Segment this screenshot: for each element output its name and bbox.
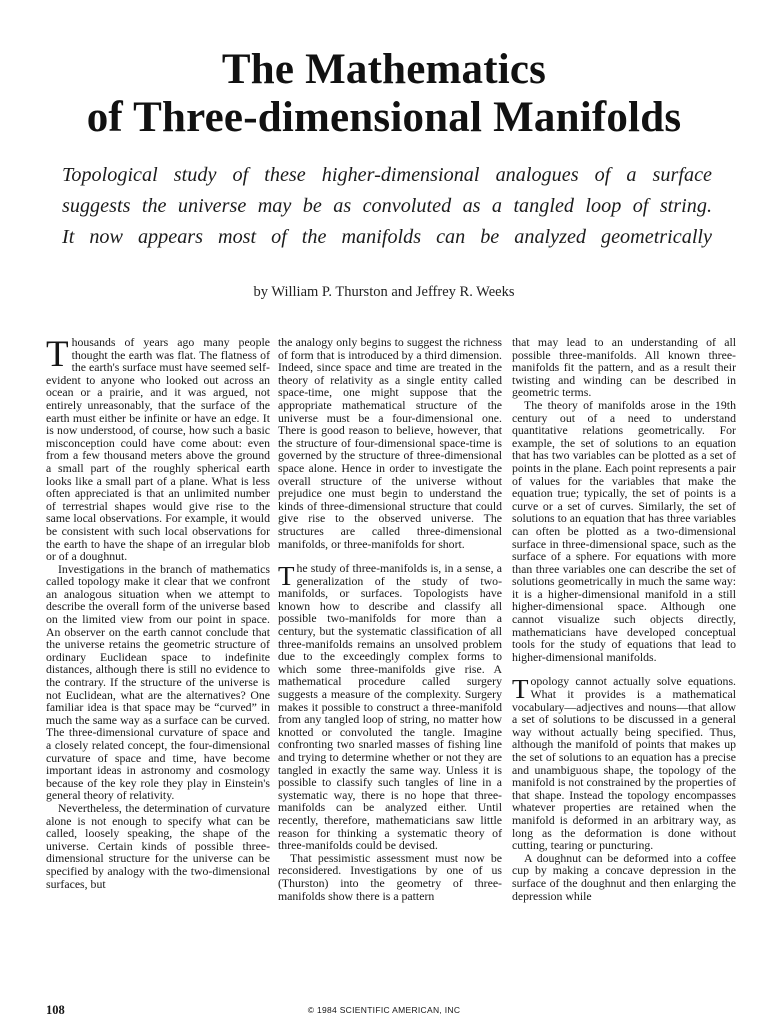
paragraph: that may lead to an understanding of all possible three-manifolds. All known three-manifolds fit the pattern, and as a result their twisting and winding can be described in geometric terms. — [512, 335, 736, 400]
page-number: 108 — [46, 1003, 65, 1017]
drop-cap: T — [46, 334, 69, 375]
paragraph-text: he study of three-manifolds is, in a sense, a generalization of the study of two-manifolds, or surfaces. Topologists have known how to describe and classify all possible two-manifolds for more than a century, but the systematic classification of all three-manifolds remains an unsolved problem due to the exceedingly complex forms to which some three-manifolds give rise. A mathematical procedure called surgery suggests a measure of the complexity. Surgery makes it possible to construct a three-manifold from any tangled loop of string, no matter how knotted or convoluted the tangle. Imagine confronting two snarled masses of fishing line and trying to determine whether or not they are tangled in exactly the same way. Unless it is possible to classify such tangles of line in a systematic way, there is no hope that three-manifolds can be analyzed either. Until recently, therefore, mathematicians saw little reason for thinking a systematic theory of three-manifolds could be devised. — [278, 561, 502, 853]
paragraph — [512, 675, 736, 851]
paragraph: That pessimistic assessment must now be reconsidered. Investigations by one of us (Thurston) into the geometry of three-manifolds show there is a pattern — [278, 850, 502, 903]
title-line-1: The Mathematics — [221, 46, 547, 93]
paragraph-text: housands of years ago many people thought the earth was flat. The flatness of the earth's surface must have seemed self-evident to anyone who looked out across an ocean or a prairie, and it was argued, not entirely unreasonably, that the surface of the earth must either be infinite or have an edge. It is now understood, of course, how such a basic misconception could have come about: even from a few thousand meters above the ground a small part of the roughly spherical earth looks like a small part of a plane. What is less often appreciated is that an unlimited number of terrestrial shapes would give rise to the same local observations. For example, it would be consistent with such local observations for the earth to have the shape of an irregular blob or of a doughnut. — [46, 335, 270, 564]
column-1 — [46, 336, 270, 890]
paragraph: the analogy only begins to suggest the richness of form that is introduced by a third dimension. Indeed, since space and time are treated in the theory of relativity as a single entity called space-time, one might suppose that the appropriate mathematical structure of the universe must be a four-dimensional one. There is good reason to believe, however, that the structure of four-dimensional space-time is governed by the structure of three-dimensional space alone. Hence in order to investigate the overall structure of the universe without prejudice one must begin to understand the kinds of three-dimensional structure that could give rise to the observed universe. The structures are called three-dimensional manifolds, or three-manifolds for short. — [278, 335, 502, 551]
copyright-notice: © 1984 SCIENTIFIC AMERICAN, INC — [307, 1005, 461, 1015]
title-line-2: of Three-dimensional Manifolds — [86, 94, 682, 141]
article-deck — [62, 160, 712, 253]
deck-line-1: Topological study of these higher-dimensional analogues of a surface — [62, 164, 712, 186]
paragraph: Investigations in the branch of mathematics called topology make it clear that we confront an analogous situation when we attempt to describe the overall form of the universe based on the limited view from our point in space. An observer on the earth cannot conclude that the universe retains the geometric structure of ordinary Euclidean space to indefinite distances, although there is still no evidence to the contrary. If the structure of the universe is not Euclidean, what are the alternatives? One familiar idea is that space may be “curved” in much the same way as a surface can be curved. The three-dimensional curvature of space and a closely related concept, the four-dimensional curvature of space and time, have become important ideas in astronomy and cosmology because of the key role they play in Einstein's general theory of relativity. — [46, 561, 270, 803]
paragraph: Nevertheless, the determination of curvature alone is not enough to specify what can be called, loosely speaking, the shape of the universe. Certain kinds of possible three-dimensional structure for the universe can be specified by analogy with the two-dimensional surfaces, but — [46, 800, 270, 891]
drop-cap: T — [278, 561, 295, 592]
column-2 — [278, 336, 502, 902]
paragraph-text: opology cannot actually solve equations. What it provides is a mathematical vocabulary—adjectives and nouns—that allow a set of solutions to be discussed in a general way without actually being specified. Thus, although the manifold of points that makes up the set of solutions to an equation has a precise and unambiguous shape, the topology of the manifold is not constrained by the properties of that shape. Instead the topology encompasses whatever properties are retained when the manifold is deformed in an arbitrary way, as long as the deformation is done without cutting, tearing or puncturing. — [512, 674, 736, 853]
paragraph — [278, 562, 502, 852]
paragraph — [46, 336, 270, 563]
paragraph: A doughnut can be deformed into a coffee cup by making a concave depression in the surface of the doughnut and then enlarging the depression while — [512, 850, 736, 903]
deck-line-2: suggests the universe may be as convoluted as a tangled loop of string. — [62, 195, 712, 217]
deck-line-3: It now appears most of the manifolds can be analyzed geometrically — [62, 226, 712, 248]
paragraph: The theory of manifolds arose in the 19th century out of a need to understand quantitative relations geometrically. For example, the set of solutions to an equation that has two variables can be plotted as a set of points in the plane. Each point represents a pair of values for the variables that make the equation true; typically, the set of points is a curve or a set of curves. Similarly, the set of solutions to an equation that has three variables can often be plotted as a two-dimensional surface in three-dimensional space, such as the surface of a sphere. For equations with more than three variables one can describe the set of solutions geometrically in much the same way: it is a higher-dimensional manifold in a still higher-dimensional space. Although one cannot visualize such objects directly, mathematicians have developed conceptual tools for the study of equations that lead to higher-dimensional manifolds. — [512, 397, 736, 664]
column-3 — [512, 336, 736, 902]
drop-cap: T — [512, 674, 529, 705]
byline: by William P. Thurston and Jeffrey R. Weeks — [253, 284, 515, 300]
